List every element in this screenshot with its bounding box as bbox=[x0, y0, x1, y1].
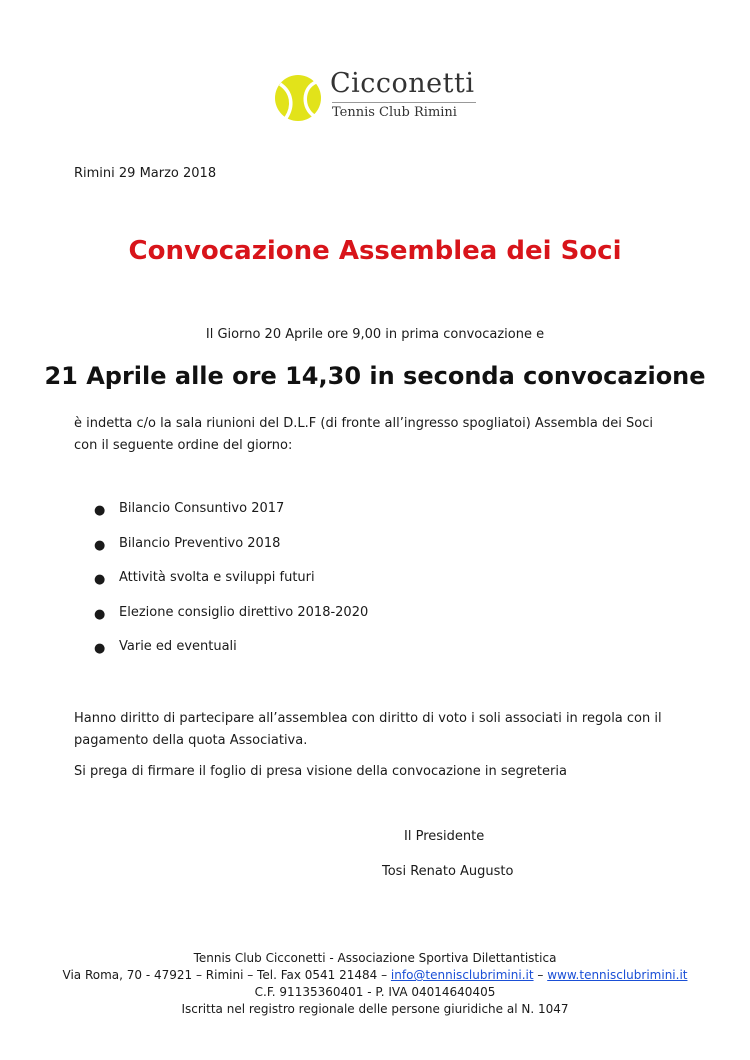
agenda-item-label: Attività svolta e sviluppi futuri bbox=[119, 570, 315, 585]
agenda-item bbox=[94, 535, 368, 570]
footer-tax-ids: C.F. 91135360401 - P. IVA 04014640405 bbox=[254, 985, 496, 999]
club-logo bbox=[272, 66, 482, 126]
agenda-item bbox=[94, 500, 368, 535]
website-link[interactable]: www.tennisclubrimini.it bbox=[547, 968, 688, 982]
footer-registry: Iscritta nel registro regionale delle persone giuridiche al N. 1047 bbox=[181, 1002, 569, 1016]
tennis-ball-icon bbox=[272, 70, 326, 124]
document-date: Rimini 29 Marzo 2018 bbox=[74, 166, 217, 181]
agenda-item-label: Bilancio Preventivo 2018 bbox=[119, 535, 281, 551]
agenda-item-label: Elezione consiglio direttivo 2018-2020 bbox=[119, 604, 369, 620]
document-title: Convocazione Assemblea dei Soci bbox=[128, 236, 622, 266]
logo-subtitle: Tennis Club Rimini bbox=[332, 105, 457, 120]
logo-divider bbox=[332, 102, 476, 103]
email-link[interactable]: info@tennisclubrimini.it bbox=[390, 968, 534, 982]
footer-separator: – bbox=[533, 968, 548, 982]
agenda-item-label: Bilancio Consuntivo 2017 bbox=[119, 501, 285, 516]
signature-request: Si prega di firmare il foglio di presa visione della convocazione in segreteria bbox=[74, 764, 567, 779]
footer-contacts bbox=[0, 967, 750, 984]
agenda-item bbox=[94, 638, 368, 673]
agenda-item bbox=[94, 604, 368, 639]
first-call-text: Il Giorno 20 Aprile ore 9,00 in prima convocazione e bbox=[205, 327, 545, 342]
bullet-icon: ● bbox=[94, 572, 106, 587]
agenda-item-label: Varie ed eventuali bbox=[119, 639, 237, 654]
voting-rights-paragraph: Hanno diritto di partecipare all’assemblea con diritto di voto i soli associati in regola con il pagamento della quota Associativa. bbox=[74, 711, 662, 748]
president-title: Il Presidente bbox=[404, 829, 485, 844]
agenda-item bbox=[94, 569, 368, 604]
footer-address: Via Roma, 70 - 47921 – Rimini – Tel. Fax 0541 21484 – bbox=[62, 968, 391, 982]
bullet-icon: ● bbox=[94, 606, 106, 622]
bullet-icon: ● bbox=[94, 641, 106, 656]
bullet-icon: ● bbox=[94, 537, 106, 553]
intro-paragraph: è indetta c/o la sala riunioni del D.L.F (di fronte all’ingresso spogliatoi) Assembla dei Soci con il seguente ordine del giorno: bbox=[74, 416, 653, 453]
footer-association: Tennis Club Cicconetti - Associazione Sportiva Dilettantistica bbox=[193, 951, 557, 965]
president-name: Tosi Renato Augusto bbox=[382, 864, 514, 879]
footer bbox=[0, 950, 750, 1018]
agenda-list bbox=[94, 500, 368, 673]
bullet-icon: ● bbox=[94, 503, 106, 518]
second-call-heading: 21 Aprile alle ore 14,30 in seconda convocazione bbox=[44, 362, 706, 390]
logo-name: Cicconetti bbox=[330, 68, 475, 99]
